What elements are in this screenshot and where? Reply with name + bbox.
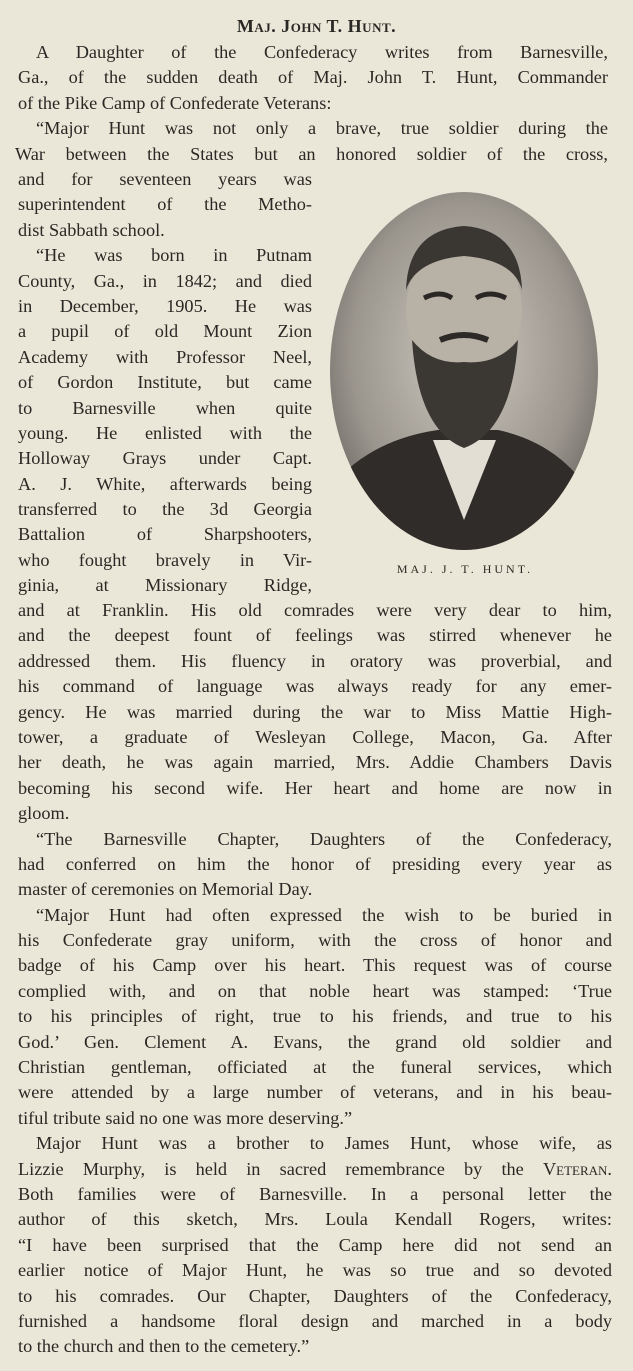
text-line: God.’ Gen. Clement A. Evans, the grand old soldier and [18, 1031, 612, 1052]
text-line: of the Pike Camp of Confederate Veterans: [18, 92, 332, 113]
text-line: earlier notice of Major Hunt, he was so true and so devoted [18, 1260, 612, 1281]
text-line: transferred to the 3d Georgia [18, 499, 312, 520]
text-line-part: Lizzie Murphy, is held in sacred remembrance by the [18, 1158, 543, 1179]
text-line: in December, 1905. He was [18, 295, 312, 316]
text-line: author of this sketch, Mrs. Loula Kendall Rogers, writes: [18, 1209, 612, 1230]
text-line: gloom. [18, 803, 70, 824]
text-line: young. He enlisted with the [18, 422, 312, 443]
text-line: becoming his second wife. Her heart and home are now in [18, 777, 612, 798]
text-line: “The Barnesville Chapter, Daughters of the Confederacy, [36, 828, 612, 849]
text-line: Academy with Professor Neel, [18, 346, 312, 367]
text-line: ginia, at Missionary Ridge, [18, 575, 312, 596]
text-line: his Confederate gray uniform, with the cross of honor and [18, 930, 612, 951]
text-line: gency. He was married during the war to Miss Mattie High- [18, 701, 612, 722]
text-line: Christian gentleman, officiated at the funeral services, which [18, 1057, 612, 1078]
wrapped-text-column [18, 167, 312, 599]
text-line: War between the States but an honored soldier of the cross, [15, 143, 608, 164]
text-line: “Major Hunt had often expressed the wish to be buried in [36, 904, 612, 925]
text-line: her death, he was again married, Mrs. Addie Chambers Davis [18, 752, 612, 773]
text-line: Holloway Grays under Capt. [18, 448, 312, 469]
text-line [18, 1157, 612, 1182]
portrait-caption: MAJ. J. T. HUNT. [396, 562, 534, 576]
text-line: were attended by a large number of veterans, and in his beau- [18, 1082, 612, 1103]
text-line: and the deepest fount of feelings was stirred whenever he [18, 625, 612, 646]
text-line: “He was born in Putnam [36, 245, 312, 266]
text-line: dist Sabbath school. [18, 219, 165, 240]
text-line: to his principles of right, true to his friends, and true to his [18, 1006, 612, 1027]
text-line: of Gordon Institute, but came [18, 372, 312, 393]
text-line: to Barnesville when quite [18, 397, 312, 418]
article-heading: Maj. John T. Hunt. [236, 16, 397, 36]
text-line: addressed them. His fluency in oratory was proverbial, and [18, 650, 612, 671]
continued-paragraphs [18, 598, 612, 1360]
text-line: to his comrades. Our Chapter, Daughters of the Confederacy, [18, 1285, 612, 1306]
text-line: tiful tribute said no one was more deserving.” [18, 1107, 353, 1128]
text-line: Ga., of the sudden death of Maj. John T. Hunt, Commander [18, 67, 608, 88]
text-line: Both families were of Barnesville. In a personal letter the [18, 1183, 612, 1204]
text-line: “Major Hunt was not only a brave, true soldier during the [36, 118, 608, 139]
text-line: badge of his Camp over his heart. This request was of course [18, 955, 612, 976]
text-line: his command of language was always ready for any emer- [18, 676, 612, 697]
text-line: A. J. White, afterwards being [18, 473, 312, 494]
text-line: had conferred on him the honor of presiding every year as [18, 853, 612, 874]
text-line: County, Ga., in 1842; and died [18, 270, 312, 291]
text-line: superintendent of the Metho- [18, 194, 312, 215]
text-line: A Daughter of the Confederacy writes from Barnesville, [36, 42, 608, 62]
text-line: to the church and then to the cemetery.” [18, 1336, 310, 1357]
text-line: who fought bravely in Vir- [18, 549, 312, 570]
portrait-photo [328, 190, 600, 552]
veteran-word: Veteran. [542, 1158, 612, 1179]
text-line: master of ceremonies on Memorial Day. [18, 879, 313, 900]
text-line: a pupil of old Mount Zion [18, 321, 312, 342]
text-line: complied with, and on that noble heart was stamped: ‘True [18, 980, 612, 1001]
text-line: and at Franklin. His old comrades were very dear to him, [18, 600, 612, 620]
text-line: Major Hunt was a brother to James Hunt, whose wife, as [36, 1133, 612, 1154]
intro-paragraphs [15, 40, 608, 167]
text-line: “I have been surprised that the Camp here did not send an [18, 1234, 612, 1255]
text-line: Battalion of Sharpshooters, [18, 524, 312, 545]
text-line: and for seventeen years was [18, 169, 312, 189]
text-line: furnished a handsome floral design and marched in a body [18, 1310, 612, 1331]
text-line: tower, a graduate of Wesleyan College, Macon, Ga. After [18, 726, 612, 747]
